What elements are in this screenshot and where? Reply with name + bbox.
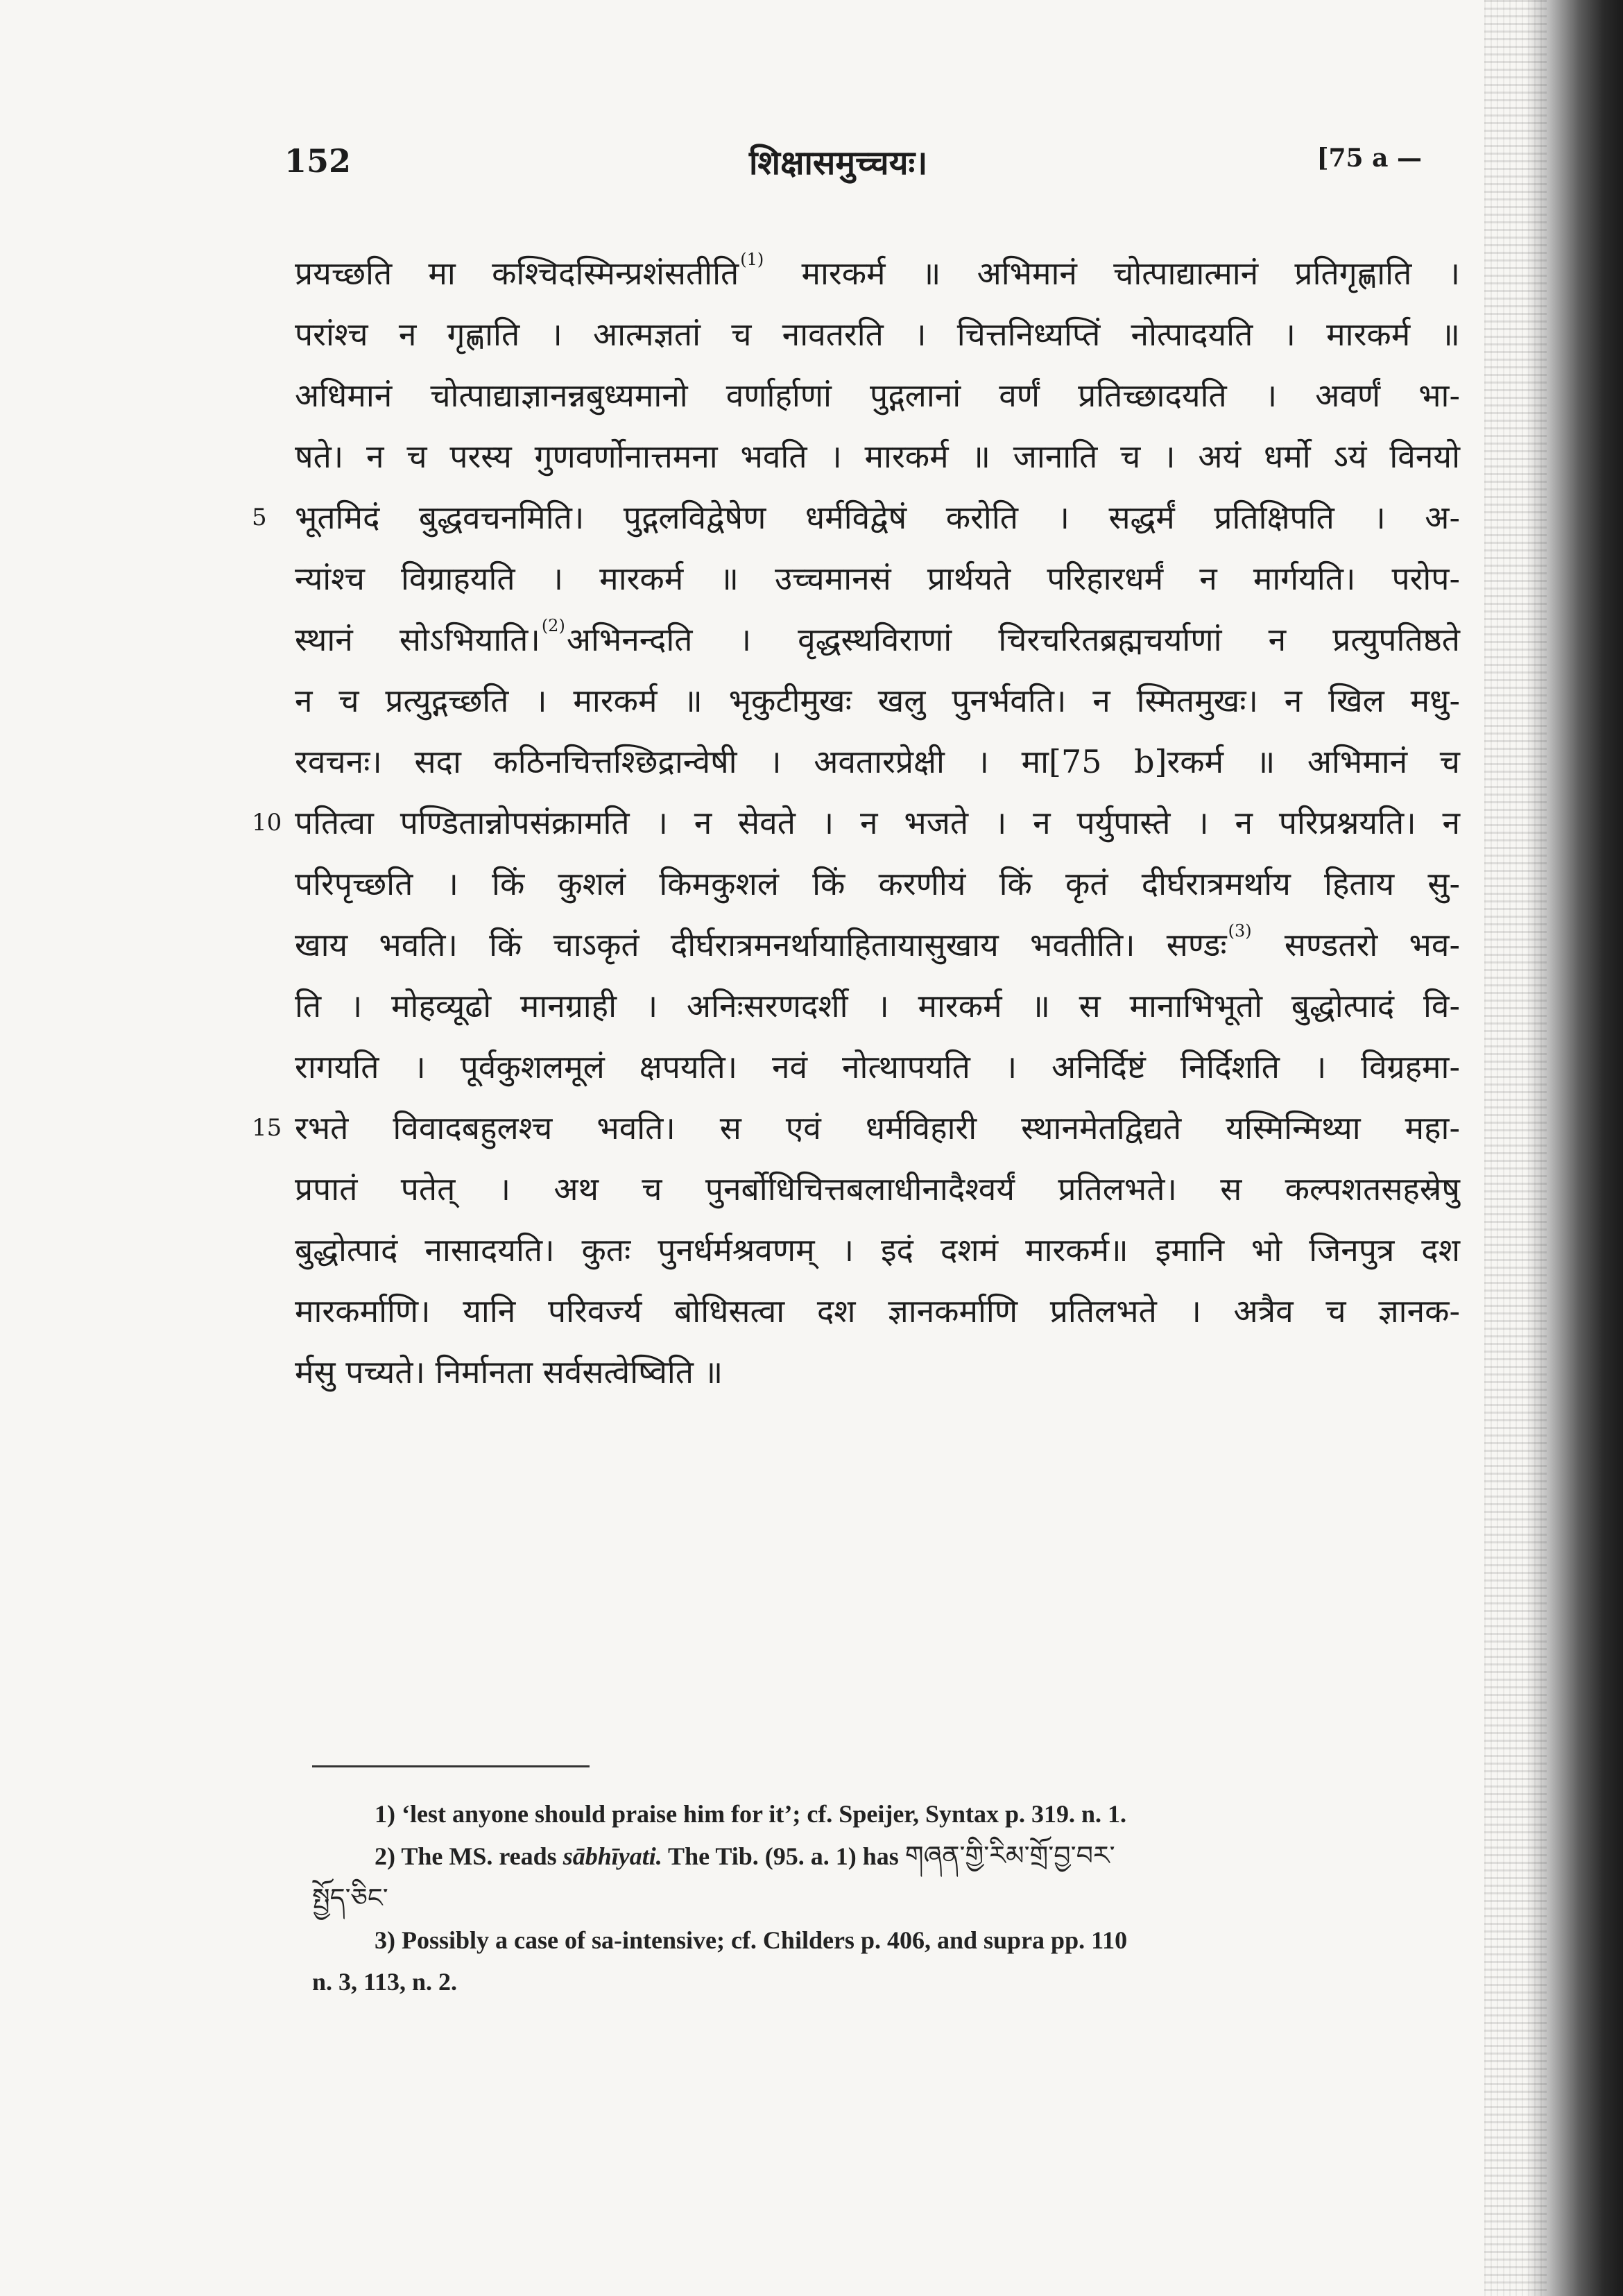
text-line: [295, 365, 1460, 426]
line-content: रागयति । पूर्वकुशलमूलं क्षपयति। नवं नोत्थापयति । अनिर्दिष्टं निर्दिशति । विग्रहमा-: [295, 1048, 1460, 1086]
line-content: न च प्रत्युद्गच्छति । मारकर्म ॥ भृकुटीमुखः खलु पुनर्भवति। न स्मितमुखः। न खिल मधु-: [295, 682, 1460, 719]
line-content: खाय भवति। किं चाऽकृतं दीर्घरात्रमनर्थायाहितायासुखाय भवतीति। सण्डः$^{(3)}$ सण्डतरो भव-: [295, 921, 1460, 963]
line-content: प्रयच्छति मा कश्चिदस्मिन्प्रशंसतीति$^{(1)}$ मारकर्म ॥ अभिमानं चोत्पाद्यात्मानं प्रतिगृह्णाति ।: [295, 250, 1460, 292]
line-content: भूतमिदं बुद्धवचनमिति। पुद्गलविद्वेषेण धर्मविद्वेषं करोति । सद्धर्मं प्रतिक्षिपति । अ-: [295, 499, 1460, 536]
text-line: [252, 487, 1460, 548]
text-line: [252, 1097, 1460, 1158]
text-line: [295, 548, 1460, 609]
text-line: [295, 1342, 1460, 1403]
line-number: 15: [252, 1114, 282, 1142]
line-content: रवचनः। सदा कठिनचित्तश्छिद्रान्वेषी । अवतारप्रेक्षी । मा[75 b]रकर्म ॥ अभिमानं च: [295, 743, 1460, 780]
sanskrit-main-text: [252, 243, 1460, 1403]
line-content: स्थानं सोऽभियाति।$^{(2)}$अभिनन्दति । वृद्धस्थविराणां चिरचरितब्रह्मचर्याणां न प्रत्युपतिष्ठते: [295, 616, 1460, 658]
line-content: षते। न च परस्य गुणवर्णोनात्तमना भवति । मारकर्म ॥ जानाति च । अयं धर्मो ऽयं विनयो: [295, 438, 1460, 475]
text-line: [295, 304, 1460, 365]
line-content: पतित्वा पण्डितान्नोपसंक्रामति । न सेवते । न भजते । न पर्युपास्ते । न परिप्रश्नयति। न: [295, 804, 1460, 841]
text-line: [295, 1158, 1460, 1219]
footnote-separator: [312, 1765, 590, 1767]
folio-reference: [75 a —: [1316, 144, 1422, 173]
line-content: र्मसु पच्यते। निर्मानता सर्वसत्वेष्विति ॥: [295, 1353, 723, 1391]
line-content: परिपृच्छति । किं कुशलं किमकुशलं किं करणीयं किं कृतं दीर्घरात्रमर्थाय हिताय सु-: [295, 865, 1460, 902]
footnote-2: 2) The MS. reads sābhīyati. The Tib. (95. a. 1) has གཞན་གྱི་རིམ་གྲོ་བྱ་བར་: [375, 1840, 1115, 1871]
text-line: [295, 609, 1460, 670]
text-line: [295, 1280, 1460, 1342]
line-number: 5: [252, 504, 267, 531]
scanned-page-edge-noise: [1484, 0, 1547, 2296]
line-content: रभते विवादबहुलश्च भवति। स एवं धर्मविहारी स्थानमेतद्विद्यते यस्मिन्मिथ्या महा-: [295, 1109, 1460, 1147]
line-content: बुद्धोत्पादं नासादयति। कुतः पुनर्धर्मश्रवणम् । इदं दशमं मारकर्म॥ इमानि भो जिनपुत्र दश: [295, 1231, 1460, 1269]
footnote-marker: (1): [740, 250, 764, 269]
text-line: [295, 731, 1460, 792]
line-content: मारकर्माणि। यानि परिवर्ज्य बोधिसत्वा दश ज्ञानकर्माणि प्रतिलभते । अत्रैव च ज्ञानक-: [295, 1292, 1460, 1330]
line-content: ति । मोहव्यूढो मानग्राही । अनिःसरणदर्शी । मारकर्म ॥ स मानाभिभूतो बुद्धोत्पादं वि-: [295, 987, 1460, 1025]
running-title: शिक्षासमुच्चयः।: [749, 144, 928, 182]
line-content: परांश्च न गृह्णाति । आत्मज्ञतां च नावतरति । चित्तनिध्यप्तिं नोत्पादयति । मारकर्म ॥: [295, 316, 1460, 353]
text-line: [252, 792, 1460, 853]
footnote-2-continued: སྤྱོད་ཅིང་: [312, 1883, 388, 1913]
text-line: [295, 1219, 1460, 1280]
text-line: [295, 853, 1460, 914]
footnote-1: 1) ‘lest anyone should praise him for it’; cf. Speijer, Syntax p. 319. n. 1.: [375, 1800, 1127, 1828]
page-number: 152: [284, 142, 352, 180]
footnote-marker: (3): [1228, 921, 1252, 941]
footnote-3: 3) Possibly a case of sa-intensive; cf. Childers p. 406, and supra pp. 110: [375, 1926, 1128, 1954]
text-line: [295, 670, 1460, 731]
line-content: प्रपातं पतेत् । अथ च पुनर्बोधिचित्तबलाधीनादैश्वर्यं प्रतिलभते। स कल्पशतसहस्रेषु: [295, 1170, 1460, 1208]
text-line: [295, 975, 1460, 1036]
line-number: 10: [252, 809, 282, 837]
page-header: [284, 142, 1436, 184]
line-content: अधिमानं चोत्पाद्याज्ञानन्नबुध्यमानो वर्णार्हाणां पुद्गलानां वर्णं प्रतिच्छादयति । अवर्णं भा-: [295, 377, 1460, 414]
text-line: [295, 426, 1460, 487]
line-content: न्यांश्च विग्राहयति । मारकर्म ॥ उच्चमानसं प्रार्थयते परिहारधर्मं न मार्गयति। परोप-: [295, 560, 1460, 597]
text-line: [295, 1036, 1460, 1097]
footnote-3-continued: n. 3, 113, n. 2.: [312, 1968, 458, 1996]
text-line: [295, 914, 1460, 975]
text-line: [295, 243, 1460, 304]
footnote-marker: (2): [541, 616, 565, 635]
footnotes: [312, 1793, 1443, 2003]
